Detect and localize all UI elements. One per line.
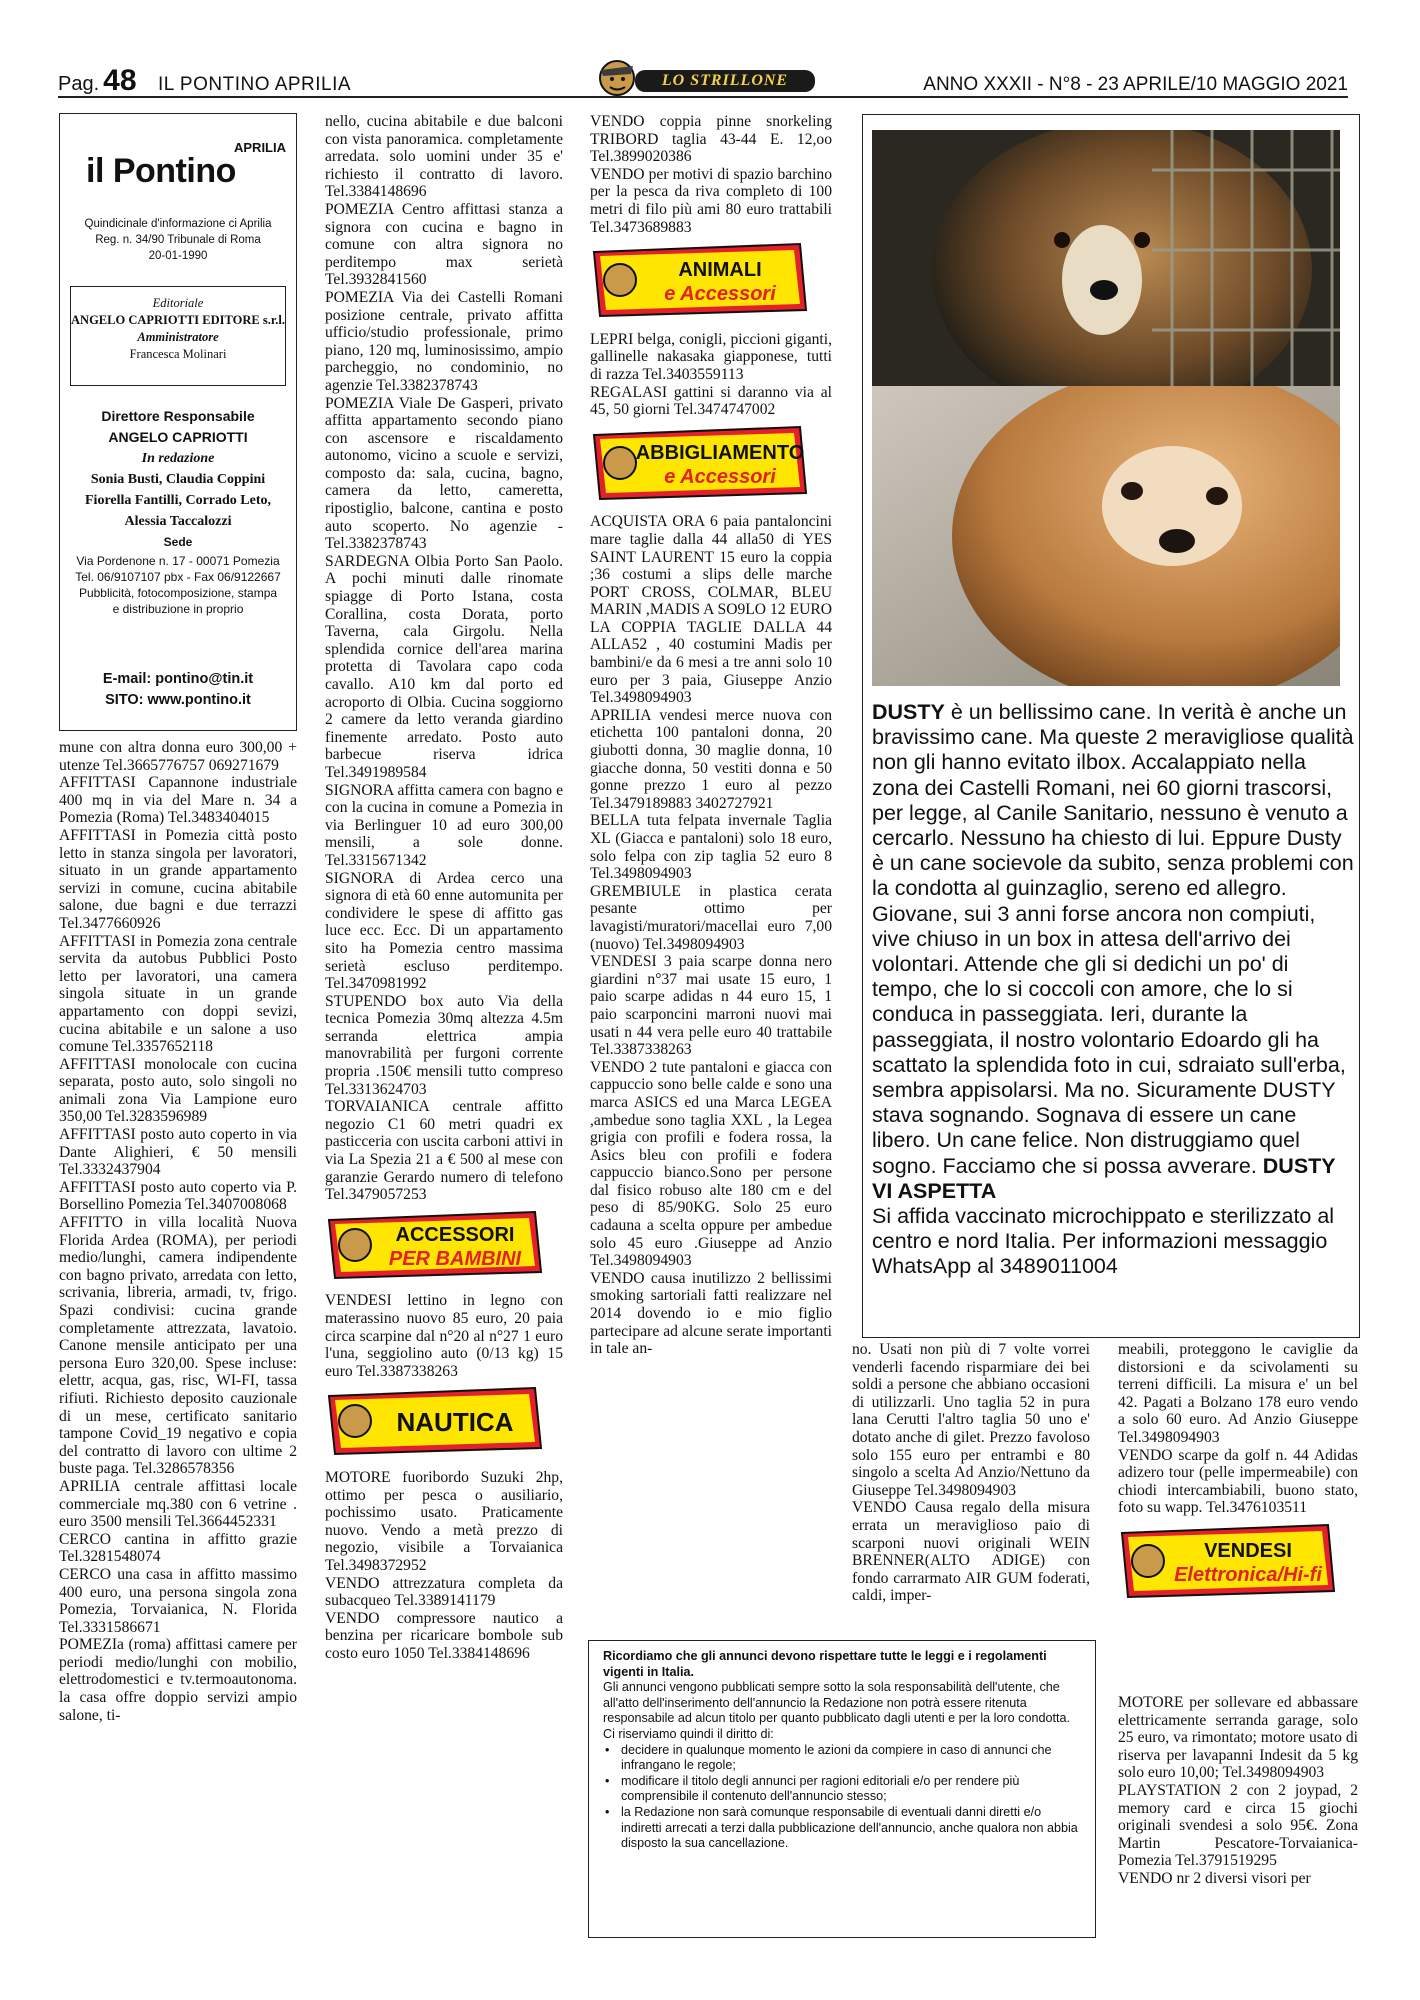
classified-ad: meabili, proteggono le caviglie da distorsioni e da scivolamenti su terreni difficili. La misura e' un bel 42. Pagati a Bolzano 178 euro vendo a solo 60 euro. Ad Anzio Giuseppe Tel.3498094903 xyxy=(1118,1341,1358,1446)
masthead-aprilia: APRILIA xyxy=(234,140,286,155)
classified-ad: AFFITTASI in Pomezia zona centrale servita da autobus Pubblici Posto letto per lavoratori, una camera singola situate in un grande appartamento con doppi sevizi, cucina abitabile e un salone a uso comune Tel.3357652118 xyxy=(59,932,297,1056)
classified-ad: VENDO attrezzatura completa da subacqueo Tel.3389141179 xyxy=(325,1574,563,1610)
notice-item: • decidere in qualunque momento le azioni da compiere in caso di annunci che infrangano le regole; xyxy=(603,1743,1081,1774)
dog-photo-fence xyxy=(872,130,1340,386)
newsboy-icon xyxy=(339,1405,371,1437)
section-badge-nautica xyxy=(325,1384,563,1463)
notice-item: • modificare il titolo degli annunci per ragioni editoriali e/o per rendere più comprensibile il contenuto dell'annuncio stesso; xyxy=(603,1774,1081,1805)
classified-ad: SARDEGNA Olbia Porto San Paolo. A pochi minuti dalle rinomate spiagge di Porto Istana, costa Corallina, costa Dorata, porto Taverna, cala Girgolu. Nella splendida cornice dell'area marina protetta di Tavolara capo coda cavallo. A10 km dal porto ed acroporto di Olbia. Cucina soggiorno 2 camere da letto veranda giardino finemente arredato. Posto auto barbecue riserva idrica Tel.3491989584 xyxy=(325,552,563,781)
dusty-name: DUSTY xyxy=(872,700,945,724)
classified-ad: no. Usati non più di 7 volte vorrei venderli facendo risparmiare dei bei soldi a persone che abbiano occasioni di utilizzarli. Uno taglia 52 in pura lana Cerutti l'altro taglia 50 uno e' dotato anche di gilet. Prezzo favoloso solo 155 euro per entrambi e 80 singolo a scelta Ad Anzio/Nettuno da Giuseppe Tel.3498094903 xyxy=(852,1341,1090,1499)
dusty-body: è un bellissimo cane. In verità è anche un bravissimo cane. Ma queste 2 meravigliose qualità non gli hanno evitato ilbox. Accalappiato nella zona dei Castelli Romani, nei 60 giorni trascorsi, per legge, al Canile Sanitario, nessuno è venuto a cercarlo. Nessuno ha chiesto di lui. Eppure Dusty è un cane socievole da subito, senza problemi con la condotta al guinzaglio, sereno ed allegro. Giovane, sui 3 anni forse ancora non compiuti, vive chiuso in un box in attesa dell'arrivo dei volontari. Attende che gli si dedichi un po' di tempo, che lo si coccoli con amore, che lo si conduca in passeggiata. Ieri, durante la passeggiata, il nostro volontario Edoardo gli ha scattato la splendida foto in cui, sdraiato sull'erba, sembra appisolarsi. Ma no. Sicuramente DUSTY stava sognando. Sognava di essere un cane libero. Un cane felice. Non distruggiamo quel sogno. Facciamo che si possa avverare. xyxy=(872,700,1354,1178)
classified-ad: POMEZIA Via dei Castelli Romani posizione centrale, privato affitta ufficio/studio professionale, primo piano, 120 mq, luminosissimo, ampio parcheggio, no condominio, no agenzie Tel.3382378743 xyxy=(325,288,563,394)
column-5 xyxy=(1118,1341,1358,1612)
logo-text: LO STRILLONE xyxy=(635,70,815,92)
classified-ad: VENDO compressore nautico a benzina per ricaricare bombole sub costo euro 1050 Tel.3384148696 xyxy=(325,1609,563,1662)
dog-photo-grass xyxy=(872,386,1340,686)
direction-staff: Direttore Responsabile ANGELO CAPRIOTTI In redazione Sonia Busti, Claudia Coppini Fiorella Fantilli, Corrado Leto, Alessia Taccalozzi Sede Via Pordenone n. 17 - 00071 Pomezia Tel. 06/9107107 pbx - Fax 06/9122667 Pubblicità, fotocomposizione, stampa e distribuzione in proprio xyxy=(75,408,281,616)
classified-ad: SIGNORA di Ardea cerco una signora di età 60 enne automunita per condividere le spese di affitto gas luce ecc. Ecc. Di un appartamento sito ha Pomezia centro massima serietà escluso perditempo. Tel.3470981992 xyxy=(325,869,563,993)
classified-ad: VENDO scarpe da golf n. 44 Adidas adizero tour (pelle impermeabile) con chiodi intercambiabili, buono stato, foto su wapp. Tel.3476103511 xyxy=(1118,1446,1358,1517)
notice-item: • la Redazione non sarà comunque responsabile di eventuali danni diretti e/o indiretti arrecati a terzi dalla pubblicazione dell'annuncio, anche qualora non abbia disposto la sua cancellazione. xyxy=(603,1805,1081,1852)
classified-ad: ACQUISTA ORA 6 paia pantaloncini mare taglie dalla 44 alla50 di YES SAINT LAURENT 15 euro la coppia ;36 costumi a slips delle marche PORT CROSS, COLMAR, BLEU MARIN ,MADIS A SO9LO 12 EURO LA COPPIA TAGLIE DALLA 44 ALLA52 , 40 costumini Madis per bambini/e da 6 mesi a tre anni solo 10 euro per 3 paia, Giuseppe Anzio Tel.3498094903 xyxy=(590,513,832,707)
notice-rights: Ci riserviamo quindi il diritto di: xyxy=(603,1726,774,1741)
classified-ad: mune con altra donna euro 300,00 + utenze Tel.3665776757 069271679 xyxy=(59,739,297,774)
notice-intro: Gli annunci vengono pubblicati sempre sotto la sola responsabilità dell'utente, che all'atto dell'inserimento dell'annuncio la Redazione non potrà essere ritenuta responsabile ad alcun titolo per quanto pubblicato dagli utenti e per la loro condotta. xyxy=(603,1680,1070,1726)
publication-name: IL PONTINO APRILIA xyxy=(158,74,352,95)
classified-ad: VENDO coppia pinne snorkeling TRIBORD taglia 43-44 E. 12,oo Tel.3899020386 xyxy=(590,113,832,166)
email-link[interactable]: E-mail: pontino@tin.it xyxy=(102,671,254,687)
dusty-article xyxy=(872,700,1356,1280)
classified-ad: VENDESI lettino in legno con materassino nuovo 85 euro, 20 paia circa scarpine dal n°20 al n°27 1 euro l'una, seggiolino auto (0/13 kg) 15 euro Tel.3387338263 xyxy=(325,1292,563,1380)
classified-ad: AFFITTASI posto auto coperto in via Dante Alighieri, € 50 mensili Tel.3332437904 xyxy=(59,1126,297,1179)
section-badge-bambini xyxy=(325,1208,563,1287)
masthead-title: il Pontino xyxy=(86,152,236,190)
classified-ad: MOTORE fuoribordo Suzuki 2hp, ottimo per pesca o ausiliario, pochissimo usato. Praticamente nuovo. Vendo a metà prezzo di negozio, visibile a Torvaianica Tel.3498372952 xyxy=(325,1468,563,1574)
newsboy-icon xyxy=(604,264,636,296)
classified-ad: AFFITTO in villa località Nuova Florida Ardea (ROMA), per periodi medio/lunghi, camera indipendente con bagno privato, arredata con letto, scrivania, libreria, armadi, tv, frigo. Spazi condivisi: cucina grande completamente attrezzata, lavatoio. Canone mensile anticipato per una persona Euro 320,00. Spese incluse: elettr, acqua, gas, risc, WI-FI, tassa rifiuti. Richiesto deposito cauzionale di un mese, certificato sanitario tampone Covid_19 negativo e copia del contratto di lavoro con ultime 2 buste paga. Tel.3286578356 xyxy=(59,1214,297,1478)
newsboy-icon xyxy=(1132,1545,1164,1577)
section-label: NAUTICA xyxy=(396,1407,514,1438)
section-label: e Accessori xyxy=(664,465,776,488)
classified-ad: nello, cucina abitabile e due balconi con vista panoramica. completamente arredata. solo uomini under 35 e' richiesto il contratto di lavoro. Tel.3384148696 xyxy=(325,113,563,201)
masthead-description: Quindicinale d'informazione ci Aprilia Reg. n. 34/90 Tribunale di Roma 20-01-1990 xyxy=(84,218,272,262)
section-label: Elettronica/Hi-fi xyxy=(1174,1563,1322,1586)
classified-ad: CERCO cantina in affitto grazie Tel.3281548074 xyxy=(59,1530,297,1566)
classified-ad: STUPENDO box auto Via della tecnica Pomezia 30mq altezza 4.5m serranda elettrica ampia manovrabilità per furgoni corrente propria .150€ mensili tutto compreso Tel.3313624703 xyxy=(325,992,563,1098)
classified-ad: VENDESI 3 paia scarpe donna nero giardini n°37 mai usate 15 euro, 1 paio scarpe adidas n 44 euro 15, 1 paio scarponcini marroni nuovi mai usati n 44 vera pelle euro 40 trattabile Tel.3387338263 xyxy=(590,953,832,1059)
site-link[interactable]: SITO: www.pontino.it xyxy=(105,692,251,708)
classified-ad: REGALASI gattini si daranno via al 45, 50 giorni Tel.3474747002 xyxy=(590,383,832,419)
classified-ad: POMEZIA Viale De Gasperi, privato affitta appartamento secondo piano con ascensore e riscaldamento autonomo, vicino a scuole e servizi, composto da: sala, cucina, bagno, camera da letto, cameretta, ripostiglio, balcone, cantina e posto auto scoperto. No agenzie - Tel.3382378743 xyxy=(325,394,563,553)
dusty-cta: DUSTY VI ASPETTA xyxy=(872,1153,1336,1203)
classified-ad: GREMBIULE in plastica cerata pesante ottimo per lavagisti/muratori/macellai euro 7,00 (nuovo) Tel.3498094903 xyxy=(590,882,832,953)
column-4 xyxy=(852,1341,1090,1605)
classified-ad: APRILIA centrale affittasi locale commerciale mq.380 con 6 vetrine . euro 3500 mensili Tel.3664452331 xyxy=(59,1477,297,1531)
classified-ad: AFFITTASI monolocale con cucina separata, posto auto, solo singoli no animali zona Via Lampione euro 350,00 Tel.3283596989 xyxy=(59,1055,297,1126)
masthead-box xyxy=(59,113,297,731)
newsboy-icon xyxy=(339,1229,371,1261)
classified-ad: AFFITTASI Capannone industriale 400 mq in via del Mare n. 34 a Pomezia (Roma) Tel.3483404015 xyxy=(59,774,297,827)
column-5-lower xyxy=(1118,1694,1358,1888)
column-3 xyxy=(590,113,832,1358)
section-badge-animali xyxy=(590,240,832,325)
dusty-footer: Si affida vaccinato microchippato e sterilizzato al centro e nord Italia. Per informazioni messaggio WhatsApp al 3489011004 xyxy=(872,1204,1335,1279)
notice-title: Ricordiamo che gli annunci devono rispettare tutte le leggi e i regolamenti vigenti in Italia. xyxy=(603,1649,1047,1679)
section-badge-elettronica xyxy=(1118,1521,1358,1606)
section-label: ANIMALI xyxy=(678,259,762,282)
classified-ad: TORVAIANICA centrale affitto negozio C1 60 metri quadri ex pasticceria con uscita carboni attivi in via La Spezia 21 a € 500 al mese con garanzie Gerardo numero di telefono Tel.3479057253 xyxy=(325,1098,563,1204)
column-2 xyxy=(325,113,563,1663)
masthead-contact xyxy=(60,669,296,711)
classified-ad: MOTORE per sollevare ed abbassare elettricamente serranda garage, solo 25 euro, va rimontato; motore usato di riserva per lavapanni Indesit da 5 kg solo euro 10,00; Tel.3498094903 xyxy=(1118,1694,1358,1782)
section-label: ABBIGLIAMENTO xyxy=(635,441,805,464)
classified-ad: VENDO per motivi di spazio barchino per la pesca da riva completo di 100 metri di filo più ami 80 euro trattabili Tel.3473689883 xyxy=(590,165,832,236)
section-label: PER BAMBINI xyxy=(388,1247,522,1270)
classified-ad: APRILIA vendesi merce nuova con etichetta 100 pantaloni donna, 20 giubotti donna, 30 maglie donna, 10 giacche donna, 50 vestiti donna e 50 gonne prezzo 1 euro al pezzo Tel.3479189883 3402727921 xyxy=(590,706,832,812)
legal-notice-box xyxy=(588,1640,1096,1938)
editorial-box: Editoriale ANGELO CAPRIOTTI EDITORE s.r.l. Amministratore Francesca Molinari xyxy=(70,286,286,386)
section-label: ACCESSORI xyxy=(395,1223,515,1246)
classified-ad: VENDO Causa regalo della misura errata un meraviglioso paio di scarponi nuovi originali WEIN BRENNER(ALTO ADIGE) con fondo carrarmato AIR GUM foderati, caldi, imper- xyxy=(852,1499,1090,1605)
classified-ad: AFFITTASI posto auto coperto via P. Borsellino Pomezia Tel.3407008068 xyxy=(59,1178,297,1214)
classified-ad: PLAYSTATION 2 con 2 joypad, 2 memory card e circa 15 giochi originali svendesi a solo 95€. Zona Martin Pescatore-Torvaianica-Pomezia Tel.3791519295 xyxy=(1118,1781,1358,1870)
page-number: Pag. 48 xyxy=(58,64,137,97)
classified-ad: VENDO causa inutilizzo 2 bellissimi smoking sartoriali fatti realizzare nel 2014 dovendo io e mio figlio partecipare ad alcune serate importanti in tale an- xyxy=(590,1269,832,1358)
classified-ad: VENDO 2 tute pantaloni e giacca con cappuccio sono belle calde e sono una marca ASICS ed una Marca LEGEA ,ambedue sono taglia XXL , la Legea grigia con profili e fodera rossa, la Asics bleu con profili e fodera cappuccio bianco.Sono per persone dal fisico robuso alte 180 cm e del peso di 85/90KG. Solo 25 euro cadauna a scelta oppure per ambedue solo 45 euro .Giuseppe ad Anzio Tel.3498094903 xyxy=(590,1058,832,1270)
classified-ad: BELLA tuta felpata invernale Taglia XL (Giacca e pantaloni) solo 18 euro, solo felpa con zip taglia 52 euro 8 Tel.3498094903 xyxy=(590,812,832,883)
issue-date: ANNO XXXII - N°8 - 23 APRILE/10 MAGGIO 2021 xyxy=(923,74,1348,95)
section-label: VENDESI xyxy=(1204,1539,1292,1562)
classified-ad: CERCO una casa in affitto massimo 400 euro, una persona singola zona Pomezia, Torvaianica, N. Florida Tel.3331586671 xyxy=(59,1565,297,1636)
section-badge-abbigliamento xyxy=(590,423,832,508)
classified-ad: POMEZIa (roma) affittasi camere per periodi medio/lunghi con mobilio, elettrodomestici e tv.termoautonoma. la casa offre doppio servizi ampio salone, ti- xyxy=(59,1636,297,1724)
classified-ad: AFFITTASI in Pomezia città posto letto in stanza singola per lavoratori, situato in un grande appartamento servizi in comune, cucina abitabile salone, due bagni e due terrazzi Tel.3477660926 xyxy=(59,826,297,932)
column-1 xyxy=(59,739,297,1724)
section-label: e Accessori xyxy=(664,283,776,306)
newsboy-icon xyxy=(604,447,636,479)
classified-ad: SIGNORA affitta camera con bagno e con la cucina in comune a Pomezia in via Berlinguer 10 ad euro 300,00 mensili, a sole donne. Tel.3315671342 xyxy=(325,781,563,869)
classified-ad: VENDO nr 2 diversi visori per xyxy=(1118,1869,1311,1887)
classified-ad: LEPRI belga, conigli, piccioni giganti, gallinelle nakasaka giapponese, tutti di razza Tel.3403559113 xyxy=(590,330,832,383)
strillone-logo xyxy=(595,56,825,96)
classified-ad: POMEZIA Centro affittasi stanza a signora con cucina e bagno in comune con altra signora no perditempo max serietà Tel.3932841560 xyxy=(325,200,563,289)
